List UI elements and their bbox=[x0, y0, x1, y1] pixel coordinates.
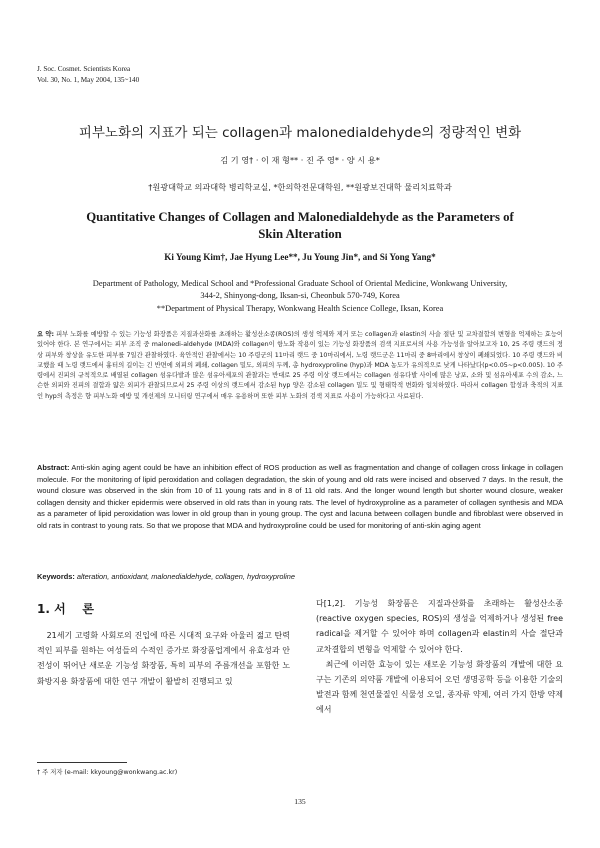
journal-citation bbox=[37, 64, 139, 86]
intro-right-column bbox=[316, 596, 563, 718]
english-affiliation-line2: 344-2, Shinyong-dong, Iksan-si, Cheonbuk 570-749, Korea bbox=[200, 291, 400, 301]
journal-name: J. Soc. Cosmet. Scientists Korea bbox=[37, 65, 131, 73]
korean-title: 피부노화의 지표가 되는 collagen과 malonedialdehyde의 정량적인 변화 bbox=[78, 125, 522, 141]
english-affiliation-line3: **Department of Physical Therapy, Wonkwang Health Science College, Iksan, Korea bbox=[156, 303, 444, 313]
keywords-label: Keywords: bbox=[37, 572, 75, 581]
page-number: 135 bbox=[294, 797, 306, 806]
korean-authors: 김 기 영† · 이 재 형** · 진 주 영* · 양 시 용* bbox=[220, 155, 380, 165]
english-abstract-label: Abstract: bbox=[37, 463, 70, 472]
journal-volume: Vol. 30, No. 1, May 2004, 135~140 bbox=[37, 76, 140, 84]
section-heading: 1. 서 론 bbox=[37, 602, 94, 616]
footnote: † 주 저자 (e-mail: kkyoung@wonkwang.ac.kr) bbox=[37, 769, 178, 776]
intro-left-column bbox=[37, 628, 290, 689]
english-abstract bbox=[37, 462, 563, 531]
english-title-line1: Quantitative Changes of Collagen and Malonedialdehyde as the Parameters of bbox=[86, 210, 514, 224]
korean-affiliation: †원광대학교 의과대학 병리학교실, *한의학전문대학원, **원광보건대학 물리치료학과 bbox=[148, 182, 452, 192]
korean-abstract-text: 피부 노화를 예방할 수 있는 기능성 화장품은 지질과산화를 초래하는 활성산소종(ROS)의 생성 억제와 제거 또는 collagen과 elastin의 사슬 절단 및 교차결합의 변형을 억제하는 효능이 있어야 한다. 본 연구에서는 피부 조직 중 malonedi-aldehyde (MDA)와 collagen이 항노화 작용이 있는 기능성 화장품의 검색 지표로서의 사용 가능성을 알아보고자 10, 25 주령 랫드의 정상 피부와 창상을 유도한 피부를 7일간 관찰하였다. 육안적인 관찰에서는 10 주령군의 11마리 랫드 중 10마리에서, 노령 랫드군은 11마리 중 8마리에서 창상이 폐쇄되었다. 10 주령 랫드와 비교했을 때 노령 랫드에서 흉터의 길이는 긴 반면에 외피의 폐쇄, collagen 밀도, 외피의 두께, 총 hydroxyproline (hyp)과 MDA 농도가 유의적으로 낮게 나타났다(p<0.05~p<0.005). 10 주령에서 진피의 규칙적으로 배열된 collagen 섬유다발과 많은 섬유아세포의 관찰과는 반대로 25 주령 이상 랫드에서는 collagen 섬유다발 사이에 많은 낭포, 소와 및 섬유아세포 수의 감소, 느슨한 외피와 진피의 결합과 얇은 외피가 관찰되므로서 25 주령 이상의 랫드에서 감소된 hyp 양은 감소된 collagen 밀도 및 형태학적 변화와 일치하였다. 따라서 collagen 합성과 축적의 지표인 hyp의 측정은 향 피부노화 예방 및 개선제의 모니터링 연구에서 매우 유용하며 또한 피부 노화의 검색 지표로 사용이 가능하다고 사료된다. bbox=[37, 331, 563, 400]
keywords bbox=[37, 572, 295, 581]
korean-abstract-label: 요 약: bbox=[37, 331, 54, 338]
intro-paragraph-1: 21세기 고령화 사회로의 진입에 따른 시대적 요구와 아울러 젊고 탄력적인 피부를 원하는 여성들의 수적인 증가로 화장품업계에서 유효성과 안전성이 뛰어난 새로운 기능성 화장품, 특히 피부의 주름개선을 포함한 노화방지용 화장품에 대한 연구 개발이 활발히 진행되고 있 bbox=[37, 631, 290, 686]
intro-paragraph-1-cont: 다[1,2]. 기능성 화장품은 지질과산화를 초래하는 활성산소종(reactive oxygen species, ROS)의 생성을 억제하거나 생성된 free radical을 제거할 수 있어야 하며 collagen과 elastin의 사슬 절단과 교차결합의 변형을 억제할 수 있어야 한다. bbox=[316, 599, 563, 654]
english-title bbox=[62, 209, 538, 243]
english-affiliation bbox=[50, 278, 550, 315]
keywords-values: alteration, antioxidant, malonedialdehyde, collagen, hydroxyproline bbox=[76, 572, 296, 581]
intro-paragraph-2: 최근에 이러한 효능이 있는 새로운 기능성 화장품의 개발에 대한 요구는 기존의 의약품 개발에 이용되어 오던 생명공학 등을 이용한 기술의 발전과 함께 천연물질인 식물성 오일, 종자류 약제, 여러 가지 한방 약제에서 bbox=[316, 659, 563, 715]
english-abstract-text: Anti-skin aging agent could be have an inhibition effect of ROS production as well as fragmentation and change of collagen cross linkage in collagen molecule. For the monitoring of lipid peroxidation and collagen degradation, the skin of young and old rats were incised and observed 7 days. In the result, the wound closure was observed in the skin from 10 of 11 young rats and in 8 of 11 old rats. And the longer wound length but shorter wound closure, weaker collagen density and thicker epidermis were observed in old rats than in young rats. The level of hydroxyproline as a parameter of collagen synthesis and MDA as a parameter of lipid peroxidation was lower in old group than in young group. The cyst and lacuna between collagen bundle and fibroblast were observed in old rats in contrast to young rats. So that we propose that MDA and hydroxyproline could be used for monitoring of anti-skin aging agent bbox=[37, 463, 563, 530]
english-affiliation-line1: Department of Pathology, Medical School and *Professional Graduate School of Oriental Medicine, Wonkwang University, bbox=[92, 279, 508, 288]
korean-abstract bbox=[37, 330, 563, 402]
english-title-line2: Skin Alteration bbox=[258, 227, 342, 241]
english-authors: Ki Young Kim†, Jae Hyung Lee**, Ju Young Jin*, and Si Yong Yang* bbox=[164, 252, 436, 262]
footnote-rule bbox=[37, 762, 127, 763]
